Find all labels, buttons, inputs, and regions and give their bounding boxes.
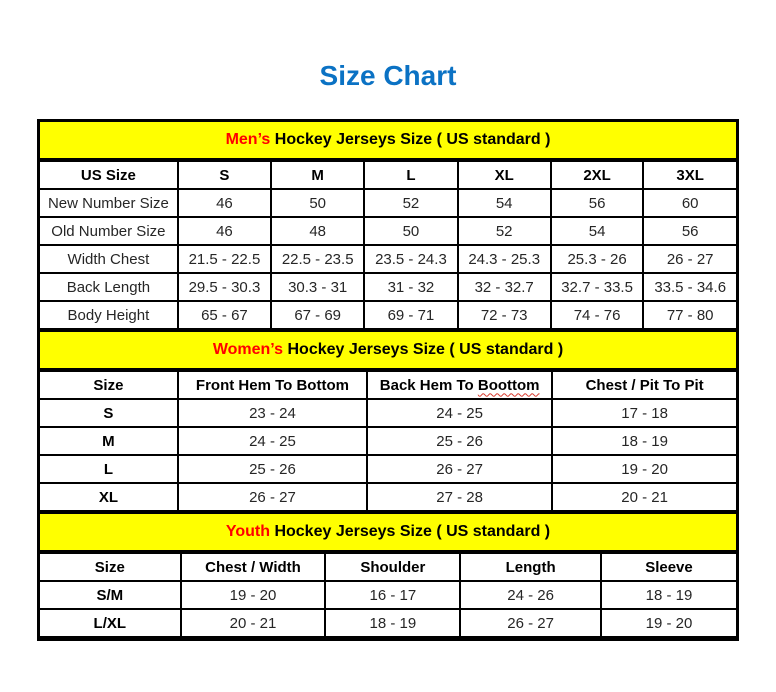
column-header: Sleeve — [601, 553, 736, 581]
size-chart-table — [37, 119, 739, 641]
column-header: Length — [460, 553, 601, 581]
size-cell: 30.3 - 31 — [271, 273, 364, 301]
size-cell: 24 - 25 — [178, 427, 367, 455]
column-header: Size — [40, 371, 178, 399]
table-row — [40, 273, 736, 301]
size-cell: 33.5 - 34.6 — [643, 273, 736, 301]
size-cell: 26 - 27 — [367, 455, 552, 483]
mens-size-table — [40, 160, 736, 330]
table-row — [40, 399, 736, 427]
row-label: L/XL — [40, 609, 181, 637]
size-cell: 32.7 - 33.5 — [551, 273, 644, 301]
mens-section-header — [40, 122, 736, 160]
youth-size-table — [40, 552, 736, 638]
column-header: 3XL — [643, 161, 736, 189]
row-label: XL — [40, 483, 178, 511]
size-cell: 29.5 - 30.3 — [178, 273, 271, 301]
size-cell: 74 - 76 — [551, 301, 644, 329]
size-cell: 18 - 19 — [552, 427, 736, 455]
size-cell: 67 - 69 — [271, 301, 364, 329]
column-header: US Size — [40, 161, 178, 189]
table-row — [40, 189, 736, 217]
youth-section-rest: Hockey Jerseys Size ( US standard ) — [270, 523, 551, 540]
row-label: Back Length — [40, 273, 178, 301]
womens-section-rest: Hockey Jerseys Size ( US standard ) — [283, 341, 564, 358]
size-cell: 54 — [551, 217, 644, 245]
youth-header-row — [40, 553, 736, 581]
table-row — [40, 427, 736, 455]
size-cell: 21.5 - 22.5 — [178, 245, 271, 273]
size-cell: 23.5 - 24.3 — [364, 245, 457, 273]
size-cell: 48 — [271, 217, 364, 245]
mens-section-highlight: Men’s — [225, 131, 271, 148]
size-cell: 26 - 27 — [178, 483, 367, 511]
mens-section-rest: Hockey Jerseys Size ( US standard ) — [270, 131, 551, 148]
size-cell: 50 — [364, 217, 457, 245]
size-cell: 26 - 27 — [460, 609, 601, 637]
row-label: L — [40, 455, 178, 483]
youth-section-header — [40, 512, 736, 552]
row-label: New Number Size — [40, 189, 178, 217]
size-cell: 56 — [551, 189, 644, 217]
size-cell: 23 - 24 — [178, 399, 367, 427]
table-row — [40, 609, 736, 637]
column-header-misspelled — [367, 371, 552, 399]
column-header: M — [271, 161, 364, 189]
size-cell: 20 - 21 — [552, 483, 736, 511]
size-cell: 19 - 20 — [552, 455, 736, 483]
size-cell: 20 - 21 — [181, 609, 326, 637]
back-hem-typo-spellcheck: Boottom — [477, 376, 540, 394]
size-cell: 22.5 - 23.5 — [271, 245, 364, 273]
column-header: Front Hem To Bottom — [178, 371, 367, 399]
size-cell: 31 - 32 — [364, 273, 457, 301]
page-title: Size Chart — [319, 60, 457, 91]
column-header: Size — [40, 553, 181, 581]
size-cell: 77 - 80 — [643, 301, 736, 329]
size-cell: 50 — [271, 189, 364, 217]
womens-section-header — [40, 330, 736, 370]
size-cell: 19 - 20 — [601, 609, 736, 637]
back-hem-prefix: Back Hem To — [379, 376, 478, 394]
table-row — [40, 217, 736, 245]
size-cell: 24 - 26 — [460, 581, 601, 609]
womens-header-row — [40, 371, 736, 399]
column-header: 2XL — [551, 161, 644, 189]
size-cell: 65 - 67 — [178, 301, 271, 329]
size-cell: 52 — [458, 217, 551, 245]
row-label: Body Height — [40, 301, 178, 329]
size-cell: 18 - 19 — [601, 581, 736, 609]
size-cell: 25 - 26 — [367, 427, 552, 455]
table-row — [40, 301, 736, 329]
size-cell: 24 - 25 — [367, 399, 552, 427]
size-cell: 46 — [178, 189, 271, 217]
table-row — [40, 455, 736, 483]
size-cell: 46 — [178, 217, 271, 245]
size-cell: 27 - 28 — [367, 483, 552, 511]
size-cell: 16 - 17 — [325, 581, 460, 609]
row-label: M — [40, 427, 178, 455]
size-cell: 56 — [643, 217, 736, 245]
size-cell: 72 - 73 — [458, 301, 551, 329]
size-cell: 69 - 71 — [364, 301, 457, 329]
size-cell: 32 - 32.7 — [458, 273, 551, 301]
column-header: XL — [458, 161, 551, 189]
table-row — [40, 483, 736, 511]
size-cell: 24.3 - 25.3 — [458, 245, 551, 273]
row-label: Width Chest — [40, 245, 178, 273]
youth-section-highlight: Youth — [225, 523, 270, 540]
row-label: S/M — [40, 581, 181, 609]
size-cell: 26 - 27 — [643, 245, 736, 273]
size-cell: 25 - 26 — [178, 455, 367, 483]
size-cell: 17 - 18 — [552, 399, 736, 427]
size-cell: 19 - 20 — [181, 581, 326, 609]
size-cell: 25.3 - 26 — [551, 245, 644, 273]
womens-size-table — [40, 370, 736, 512]
row-label: S — [40, 399, 178, 427]
mens-header-row — [40, 161, 736, 189]
column-header: Shoulder — [325, 553, 460, 581]
size-cell: 52 — [364, 189, 457, 217]
womens-section-highlight: Women’s — [212, 341, 284, 358]
column-header: L — [364, 161, 457, 189]
column-header: Chest / Width — [181, 553, 326, 581]
size-cell: 54 — [458, 189, 551, 217]
table-row — [40, 581, 736, 609]
size-cell: 18 - 19 — [325, 609, 460, 637]
table-row — [40, 245, 736, 273]
column-header: S — [178, 161, 271, 189]
row-label: Old Number Size — [40, 217, 178, 245]
column-header: Chest / Pit To Pit — [552, 371, 736, 399]
size-cell: 60 — [643, 189, 736, 217]
